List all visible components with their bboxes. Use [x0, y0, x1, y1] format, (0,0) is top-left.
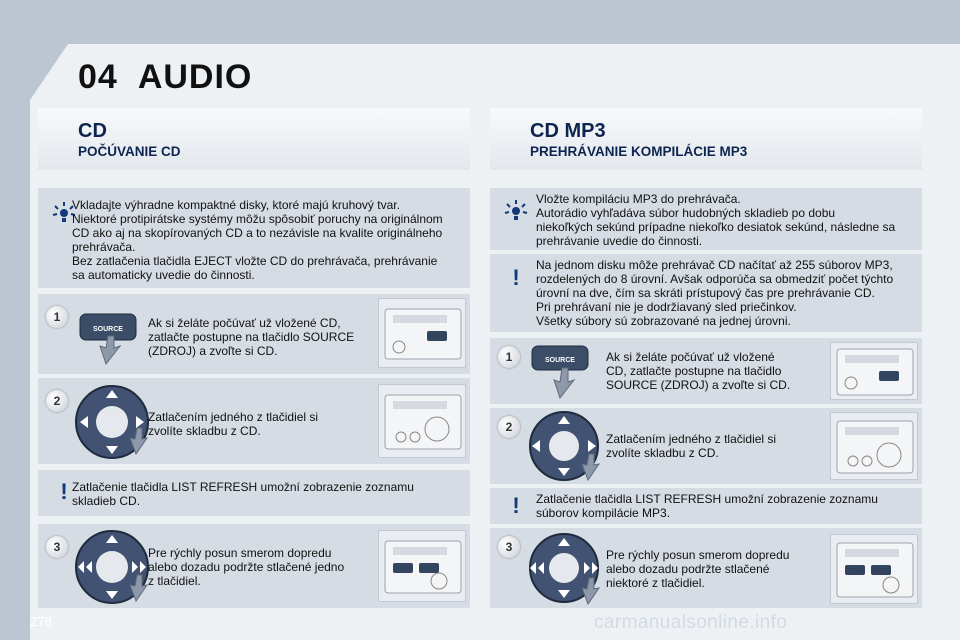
warning-line: úrovní na dve, čím sa skráti prístupový čas pre prehrávanie CD. — [536, 286, 875, 300]
right-step-3-box — [490, 528, 922, 608]
warning-line: Pri prehrávaní nie je dodržiavaný sled priečinkov. — [536, 300, 797, 314]
step-text-line: alebo dozadu podržte stlačené jedno — [148, 560, 345, 574]
info-line: Niektoré protipirátske systémy môžu spôsobiť poruchy na originálnom — [72, 212, 443, 226]
right-step-1-box — [490, 338, 922, 404]
left-info-box — [38, 188, 470, 288]
four-arrow-pad-icon — [524, 530, 608, 606]
step-number-badge: 3 — [46, 536, 68, 558]
watermark: carmanualsonline.info — [594, 612, 788, 633]
right-section-title: CD MP3 — [530, 120, 606, 142]
step-text-line: Pre rýchly posun smerom dopredu — [148, 546, 332, 560]
step-number-badge: 2 — [46, 390, 68, 412]
warning-line: Všetky súbory sú zobrazované na jednej úrovni. — [536, 314, 791, 328]
step-text-line: Ak si želáte počúvať už vložené — [606, 350, 775, 364]
exclamation-icon: ! — [512, 265, 520, 290]
radio-unit-icon — [830, 534, 918, 604]
chapter-number: 04 — [78, 58, 118, 96]
chapter-heading — [78, 58, 252, 97]
chapter-title: AUDIO — [137, 58, 253, 96]
radio-unit-icon — [378, 384, 466, 458]
info-line: Bez zatlačenia tlačidla EJECT vložte CD do prehrávača, prehrávanie — [72, 254, 438, 268]
note-line: súborov kompilácie MP3. — [536, 506, 671, 520]
radio-unit-icon — [830, 342, 918, 400]
warning-line: rozdelených do 8 úrovní. Avšak odporúča sa obmedziť počet týchto — [536, 272, 894, 286]
step-number-badge: 2 — [498, 416, 520, 438]
four-arrow-pad-icon — [72, 527, 156, 607]
step-text-line: niektoré z tlačidiel. — [606, 576, 705, 590]
info-line: prehrávanie uvedie do činnosti. — [536, 234, 703, 248]
info-line: Vložte kompiláciu MP3 do prehrávača. — [536, 192, 741, 206]
left-step-1-box — [38, 294, 470, 374]
info-line: niekoľkých sekúnd prípadne niekoľko desiatok sekúnd, následne sa — [536, 220, 896, 234]
step-number-badge: 3 — [498, 536, 520, 558]
note-line: skladieb CD. — [72, 494, 141, 508]
step-text-line: z tlačidiel. — [148, 574, 201, 588]
info-line: CD ako aj na skopírovaných CD a to nezávisle na kvalite originálneho — [72, 226, 443, 240]
note-line: Zatlačenie tlačidla LIST REFRESH umožní zobrazenie zoznamu — [536, 492, 878, 506]
right-note-box — [490, 488, 922, 524]
source-button-icon — [78, 306, 146, 368]
exclamation-icon: ! — [60, 479, 68, 504]
step-text-line: Zatlačením jedného z tlačidiel si — [606, 432, 777, 446]
info-line: prehrávača. — [72, 240, 136, 254]
right-warning-box — [490, 254, 922, 332]
four-arrow-pad-icon — [524, 408, 608, 484]
radio-unit-icon — [378, 298, 466, 368]
left-section-title: CD — [78, 120, 107, 142]
note-line: Zatlačenie tlačidla LIST REFRESH umožní zobrazenie zoznamu — [72, 480, 414, 494]
source-button-label: SOURCE — [93, 326, 123, 333]
info-line: sa automaticky uvedie do činnosti. — [72, 268, 255, 282]
step-text-line: (ZDROJ) a zvoľte si CD. — [148, 344, 278, 358]
four-arrow-pad-icon — [72, 382, 156, 462]
radio-unit-icon — [830, 412, 918, 480]
right-section-subtitle: PREHRÁVANIE KOMPILÁCIE MP3 — [530, 144, 748, 159]
radio-unit-icon — [378, 530, 466, 602]
page-number: 278 — [30, 614, 52, 629]
left-section-subtitle: POČÚVANIE CD — [78, 144, 181, 159]
press-arrow-icon — [554, 368, 574, 398]
step-text-line: zatlačte postupne na tlačidlo SOURCE — [148, 330, 355, 344]
right-info-box — [490, 188, 922, 250]
info-line: Vkladajte výhradne kompaktné disky, ktoré majú kruhový tvar. — [72, 198, 400, 212]
step-number-badge: 1 — [498, 346, 520, 368]
source-button-label: SOURCE — [545, 357, 575, 364]
source-button-icon — [530, 340, 598, 402]
step-text-line: zvolíte skladbu z CD. — [606, 446, 719, 460]
exclamation-icon: ! — [512, 493, 520, 518]
right-section-header — [490, 108, 922, 170]
left-note-box — [38, 470, 470, 516]
left-section-header — [38, 108, 470, 170]
left-step-3-box — [38, 524, 470, 608]
info-line: Autorádio vyhľadáva súbor hudobných skladieb po dobu — [536, 206, 836, 220]
step-text-line: CD, zatlačte postupne na tlačidlo — [606, 364, 782, 378]
step-text-line: Pre rýchly posun smerom dopredu — [606, 548, 790, 562]
step-text-line: Ak si želáte počúvať už vložené CD, — [148, 316, 341, 330]
page-corner-cut — [30, 44, 68, 100]
step-text-line: zvolíte skladbu z CD. — [148, 424, 261, 438]
step-number-badge: 1 — [46, 306, 68, 328]
step-text-line: Zatlačením jedného z tlačidiel si — [148, 410, 319, 424]
left-step-2-box — [38, 378, 470, 464]
warning-line: Na jednom disku môže prehrávač CD načítať až 255 súborov MP3, — [536, 258, 893, 272]
step-text-line: SOURCE (ZDROJ) a zvoľte si CD. — [606, 378, 791, 392]
step-text-line: alebo dozadu podržte stlačené — [606, 562, 770, 576]
sun-lamp-icon — [502, 196, 530, 224]
right-step-2-box — [490, 408, 922, 484]
